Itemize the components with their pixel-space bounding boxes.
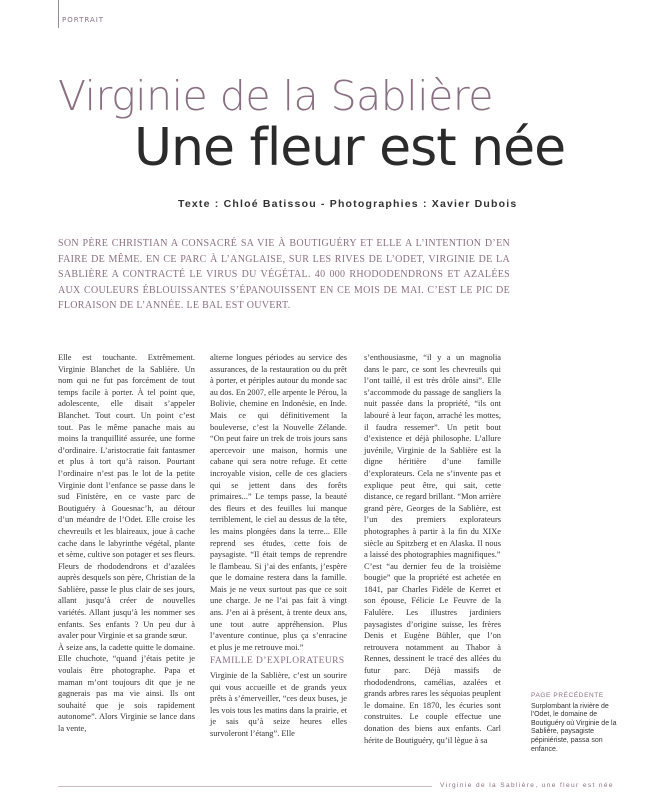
section-rule [58,0,59,28]
running-footer: Virginie de la Sablière, une fleur est née [440,782,614,789]
paragraph: Elle est touchante. Extrêmement. Virginie Blanchet de la Sablière. Un nom qui ne fut pas forcément de tout temps facile à porter. À tel point que, adolescente, elle disait s’appeler Blanchet. Tout court. Un point c’est tout. Pas le même panache mais au moins la tranquillité assurée, une forme d’ordinaire. L’aristocratie fait fantasmer et plus à tort qu’à raison. Pourtant l’ordinaire n’est pas le lot de la petite Virginie dont l’enfance se passe dans le sud Finistère, en ce vaste parc de Boutiguéry à Gouesnac’h, au détour d’un méandre de l’Odet. Elle croise les chevreuils et les blaireaux, joue à cache cache dans le labyrinthe végétal, plante et sème, cultive son potager et ses fleurs. Fleurs de rhododendrons et d’azalées auprès desquels son père, Christian de la Sablière, passe le plus clair de ses jours, allant jusqu’à créer de nouvelles variétés. Allant jusqu’à les nommer ses enfants. Ses enfants ? Un peu dur à avaler pour Virginie et sa grande sœur. [58,353,195,641]
paragraph: alterne longues périodes au service des assurances, de la restauration ou du prêt à porter, et périples autour du monde sac au dos. En 2007, elle arpente le Pérou, la Bolivie, chemine en Indonésie, en Inde. Mais ce qui définitivement la bouleverse, c’est la Nouvelle Zélande. “On peut faire un trek de trois jours sans apercevoir une maison, hormis une cabane qui sera notre refuge. Et cette incroyable vision, celle de ces glaciers qui se jettent dans des forêts primaires...” Le temps passe, la beauté des fleurs et des feuilles lui manque terriblement, le ciel au dessus de la tête, les mains plongées dans la terre... Elle reprend ses études, cette fois de paysagiste. “Il était temps de reprendre le flambeau. Si j’ai des enfants, j’espère que le domaine restera dans la famille. Mais je ne veux surtout pas que ce soit une charge. Je ne l’ai pas fait à vingt ans. J’en ai à présent, à trente deux ans, une tout autre appréhension. Plus l’aventure continue, plus ça s’enracine et plus je me retrouve moi.” [210,353,347,652]
paragraph: Virginie de la Sablière, c’est un sourire qui vous accueille et de grands yeux prêts à s’émerveiller, “ces deux buses, je les vois tous les matins dans la prairie, et je sais qu’à seize heures elles survoleront l’étang”. Elle [210,671,347,738]
paragraph: À seize ans, la cadette quitte le domaine. Elle chuchote, “quand j’étais petite je voulais être photographe. Papa et maman m’ont toujours dit que je ne gagnerais pas ma vie ainsi. Ils ont souhaité que je sois rapidement autonome”. Alors Virginie se lance dans la vente, [58,642,195,733]
article-column-2 [210,352,347,740]
paragraph: C’est “au dernier feu de la troisième bougie” que la propriété est achetée en 1841, par Charles Fidèle de Kerret et son épouse, Félicie Le Feuvre de la Falulère. Les illustres jardiniers paysagistes d’origine suisse, les frères Denis et Eugène Bühler, que l’on retrouvera notamment au Thabor à Rennes, dessinent le tracé des allées du futur parc. Déjà massifs de rhododendrons, camélias, azalées et grands arbres rares les séquoias peuplent le domaine. En 1870, les écuries sont construites. Le couple effectue une donation des biens aux enfants. Carl hérite de Boutiguéry, qu’il lègue à sa [364,561,501,745]
subheading: FAMILLE D’EXPLORATEURS [210,656,345,667]
article-credits: Texte : Chloé Batissou - Photographies : Xavier Dubois [178,198,518,210]
article-column-3 [364,352,501,746]
caption-title: PAGE PRÉCÉDENTE [531,692,604,699]
paragraph: s’enthousiasme, “il y a un magnolia dans le parc, ce sont les chevreuils qui l’ont taillé, il est très drôle ainsi”. Elle s’accommode du passage de sangliers la nuit passée dans la propriété, “ils ont labouré à leur façon, arraché les mottes, il faudra ressemer”. Un petit bout d’existence et déjà philosophe. L’allure juvénile, Virginie de la Sablière est la digne héritière d’une famille d’explorateurs. Cela ne s’invente pas et explique peut être, qui sait, cette distance, ce regard brillant. “Mon arrière grand père, Georges de la Sablière, est l’un des premiers explorateurs photographes à partir à la fin du XIXe siècle au Spitzberg et en Alaska. Il nous a laissé des photographies magnifiques.” [364,353,501,560]
caption-text: Surplombant la rivière de l’Odet, le domaine de Boutiguéry où Virginie de la Sablière, paysagiste pépiniériste, passa son enfance. [531,702,617,753]
photo-caption [531,692,621,754]
footer-rule [58,786,432,787]
article-main-title: Une fleur est née [134,118,566,178]
article-name-title: Virginie de la Sablière [58,72,493,120]
article-column-1 [58,352,195,735]
section-label: PORTRAIT [62,16,105,24]
article-lead: SON PÈRE CHRISTIAN A CONSACRÉ SA VIE À BOUTIGUÉRY ET ELLE A L’INTENTION D’EN FAIRE DE MÊME. EN CE PARC À L’ANGLAISE, SUR LES RIVES DE L’ODET, VIRGINIE DE LA SABLIÈRE A CONTRACTÉ LE VIRUS DU VÉGÉTAL. 40 000 RHODODENDRONS ET AZALÉES AUX COULEURS ÉBLOUISSANTES S’ÉPANOUISSENT EN CE MOIS DE MAI. C’EST LE PIC DE FLORAISON DE L’ANNÉE. LE BAL EST OUVERT. [58,238,510,312]
